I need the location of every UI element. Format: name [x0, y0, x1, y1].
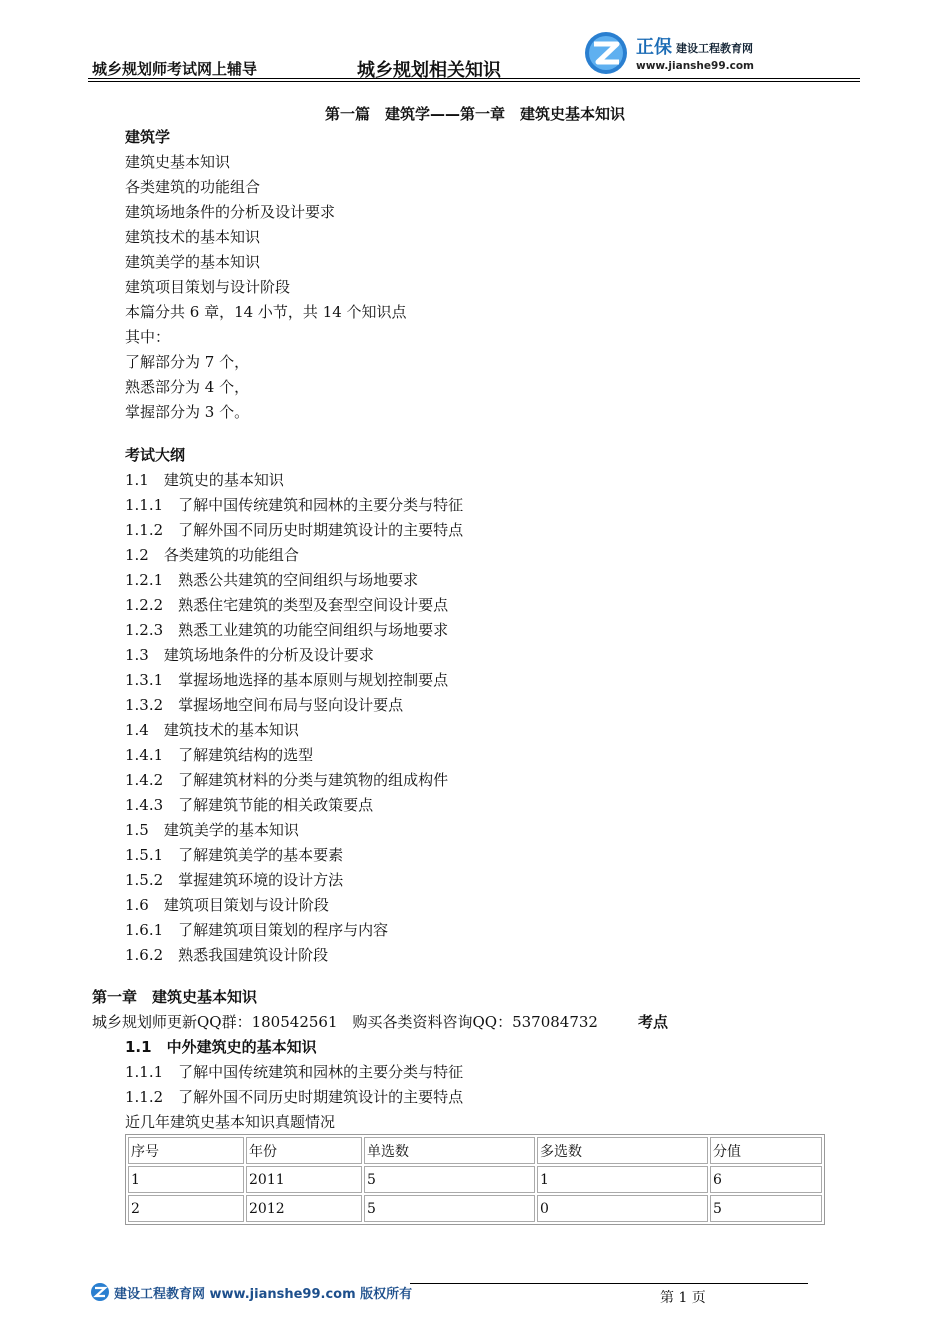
intro-item: 各类建筑的功能组合	[125, 178, 261, 196]
intro-item: 熟悉部分为 4 个，	[125, 378, 250, 396]
subsection-item: 1.1.2 了解外国不同历史时期建筑设计的主要特点	[125, 1088, 464, 1106]
table-cell: 5	[364, 1166, 535, 1193]
outline-item: 1.3 建筑场地条件的分析及设计要求	[125, 646, 374, 664]
table-header-cell: 年份	[246, 1137, 362, 1164]
outline-item: 1.4.2 了解建筑材料的分类与建筑物的组成构件	[125, 771, 449, 789]
table-cell: 2012	[246, 1195, 362, 1222]
intro-item: 建筑美学的基本知识	[125, 253, 261, 271]
outline-item: 1.2.2 熟悉住宅建筑的类型及套型空间设计要点	[125, 596, 449, 614]
subsection-item: 1.1.1 了解中国传统建筑和园林的主要分类与特征	[125, 1063, 464, 1081]
outline-item: 1.6.1 了解建筑项目策划的程序与内容	[125, 921, 389, 939]
table-caption: 近几年建筑史基本知识真题情况	[125, 1113, 336, 1131]
logo-url: www.jianshe99.com	[636, 60, 755, 72]
table-header-cell: 多选数	[537, 1137, 708, 1164]
page-number: 第 1 页	[660, 1290, 706, 1306]
outline-item: 1.2.1 熟悉公共建筑的空间组织与场地要求	[125, 571, 419, 589]
intro-item: 建筑史基本知识	[125, 153, 231, 171]
footer-copyright: 建设工程教育网 www.jianshe99.com 版权所有	[114, 1287, 413, 1302]
intro-item: 其中：	[125, 328, 171, 346]
table-cell: 6	[710, 1166, 822, 1193]
qq-info-line: 城乡规划师更新QQ群：180542561 购买各类资料咨询QQ：537084732	[92, 1013, 598, 1031]
outline-heading: 考试大纲	[125, 446, 186, 464]
intro-item: 了解部分为 7 个，	[125, 353, 250, 371]
intro-item: 本篇分共 6 章，14 小节，共 14 个知识点	[125, 303, 407, 321]
header-divider	[88, 78, 860, 79]
intro-heading: 建筑学	[125, 128, 171, 146]
intro-item: 建筑项目策划与设计阶段	[125, 278, 291, 296]
table-header-row	[128, 1137, 822, 1164]
footer-divider	[410, 1283, 808, 1284]
table-cell: 0	[537, 1195, 708, 1222]
outline-item: 1.5 建筑美学的基本知识	[125, 821, 299, 839]
outline-item: 1.4 建筑技术的基本知识	[125, 721, 299, 739]
intro-item: 掌握部分为 3 个。	[125, 403, 250, 421]
table-cell: 2011	[246, 1166, 362, 1193]
table-header-cell: 序号	[128, 1137, 244, 1164]
outline-item: 1.3.2 掌握场地空间布局与竖向设计要点	[125, 696, 404, 714]
logo-site-name: 建设工程教育网	[676, 42, 753, 55]
table-cell: 5	[364, 1195, 535, 1222]
footer-logo-icon	[90, 1282, 110, 1302]
logo-brand-text: 正保	[636, 37, 672, 58]
table-cell: 5	[710, 1195, 822, 1222]
table-row	[128, 1166, 822, 1193]
intro-item: 建筑场地条件的分析及设计要求	[125, 203, 336, 221]
outline-item: 1.3.1 掌握场地选择的基本原则与规划控制要点	[125, 671, 449, 689]
header-divider-thin	[88, 81, 860, 82]
outline-item: 1.5.2 掌握建筑环境的设计方法	[125, 871, 344, 889]
section-heading: 1.1 中外建筑史的基本知识	[125, 1038, 317, 1056]
table-header-cell: 单选数	[364, 1137, 535, 1164]
document-title: 第一篇 建筑学——第一章 建筑史基本知识	[324, 105, 625, 123]
table-header-cell: 分值	[710, 1137, 822, 1164]
table-cell: 1	[128, 1166, 244, 1193]
outline-item: 1.4.3 了解建筑节能的相关政策要点	[125, 796, 374, 814]
outline-item: 1.4.1 了解建筑结构的选型	[125, 746, 314, 764]
table-cell: 2	[128, 1195, 244, 1222]
outline-item: 1.6.2 熟悉我国建筑设计阶段	[125, 946, 329, 964]
outline-item: 1.5.1 了解建筑美学的基本要素	[125, 846, 344, 864]
outline-item: 1.2 各类建筑的功能组合	[125, 546, 299, 564]
kaodian-label: 考点	[638, 1013, 669, 1031]
header-center-title: 城乡规划相关知识	[357, 60, 501, 81]
outline-item: 1.1.2 了解外国不同历史时期建筑设计的主要特点	[125, 521, 464, 539]
header-left-title: 城乡规划师考试网上辅导	[92, 60, 258, 78]
outline-item: 1.1 建筑史的基本知识	[125, 471, 284, 489]
outline-item: 1.2.3 熟悉工业建筑的功能空间组织与场地要求	[125, 621, 449, 639]
chapter-heading: 第一章 建筑史基本知识	[92, 988, 258, 1006]
intro-item: 建筑技术的基本知识	[125, 228, 261, 246]
table-row	[128, 1195, 822, 1222]
exam-stats-table	[125, 1134, 825, 1225]
outline-item: 1.6 建筑项目策划与设计阶段	[125, 896, 329, 914]
outline-item: 1.1.1 了解中国传统建筑和园林的主要分类与特征	[125, 496, 464, 514]
table-cell: 1	[537, 1166, 708, 1193]
